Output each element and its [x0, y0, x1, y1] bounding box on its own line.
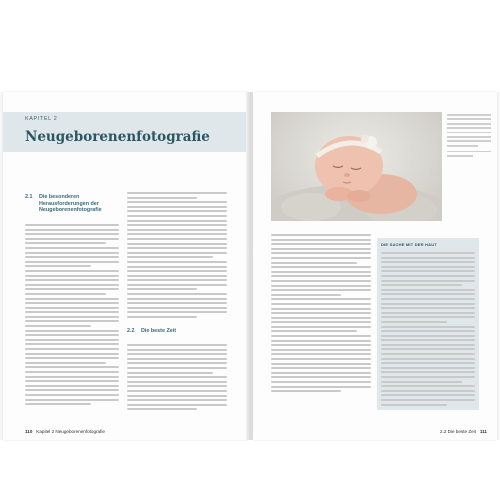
newborn-illustration	[271, 112, 442, 221]
section-heading: Die beste Zeit	[141, 328, 177, 334]
page-number: 111	[479, 429, 487, 434]
info-box	[377, 238, 479, 410]
section-number: 2.2	[127, 328, 135, 334]
left-page	[3, 92, 248, 440]
right-page	[253, 92, 497, 440]
page-number: 110	[25, 429, 33, 434]
body-column-left	[25, 224, 119, 408]
chapter-title: Neugeborenenfotografie	[25, 129, 210, 145]
newborn-photo	[271, 112, 442, 221]
footer-running-title: Kapitel 2 Neugeborenenfotografie	[36, 429, 105, 434]
info-box-text	[381, 252, 475, 408]
book-spread	[0, 92, 500, 440]
footer-running-title: 2.2 Die beste Zeit	[439, 429, 476, 434]
page-footer	[25, 429, 105, 434]
photo-caption	[447, 114, 491, 159]
section-number: 2.1	[25, 194, 33, 200]
body-column-left	[271, 234, 371, 395]
body-column-right-top	[127, 192, 227, 321]
body-column-right-bottom	[127, 344, 227, 413]
info-box-title: DIE SACHE MIT DER HAUT	[381, 242, 437, 247]
section-heading: Die besonderen Herausforderungen der Neugeborenenfotografie	[39, 194, 102, 214]
page-footer	[440, 429, 487, 434]
chapter-label: KAPITEL 2	[25, 116, 58, 122]
